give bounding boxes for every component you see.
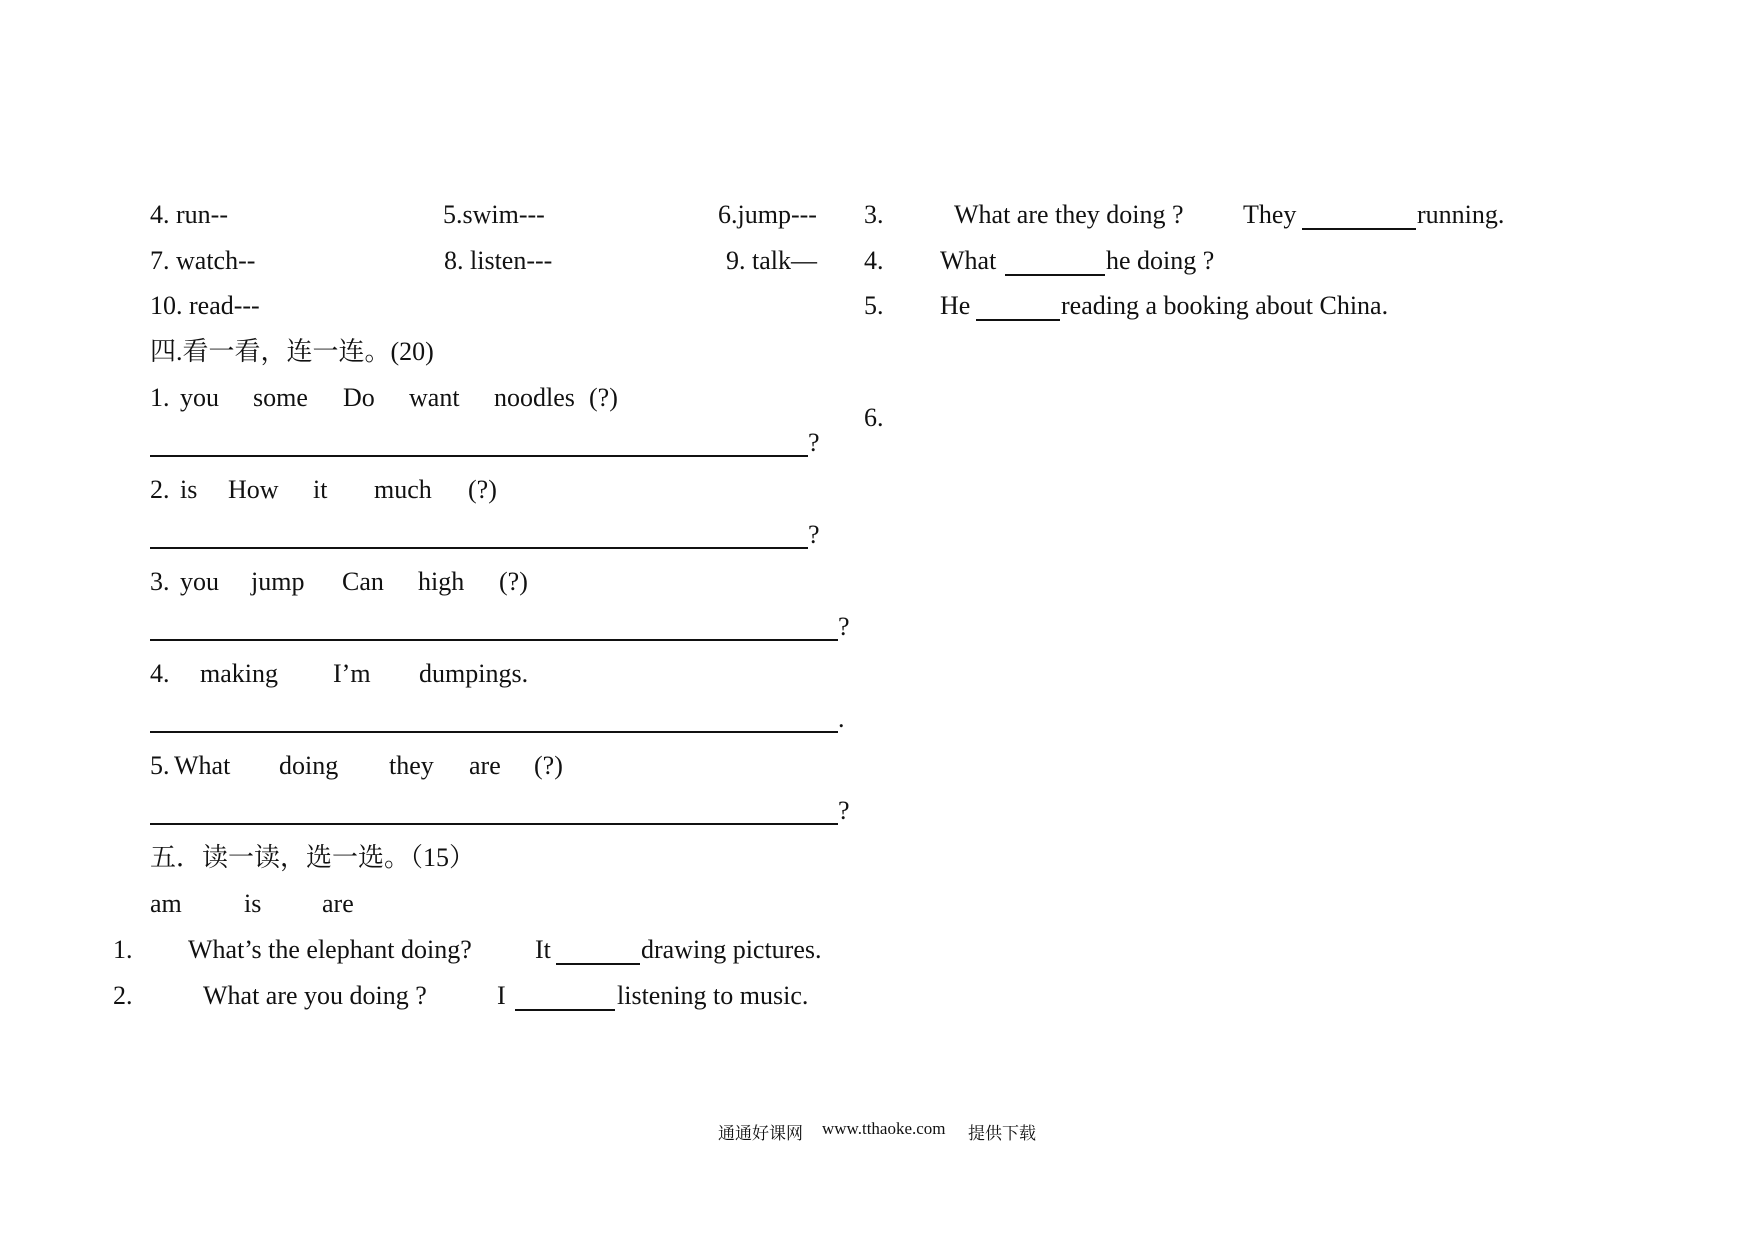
section4-title: 四.看一看，连一连。(20) [150, 337, 434, 366]
question-text: What are you doing ? [203, 981, 427, 1010]
item-word: you [180, 567, 219, 596]
item-word: is [180, 475, 198, 504]
word-run: 4. run-- [150, 200, 228, 229]
item-word: much [374, 475, 432, 504]
item-hint: (?) [534, 751, 563, 780]
word-listen: 8. listen--- [444, 246, 553, 275]
question-number: 1. [113, 935, 133, 964]
answer-suffix: running. [1417, 200, 1505, 229]
word-swim: 5.swim--- [443, 200, 545, 229]
answer-prefix: They [1243, 200, 1297, 229]
answer-blank[interactable] [1005, 274, 1105, 276]
option-are: are [322, 889, 354, 918]
item-word: some [253, 383, 308, 412]
answer-prefix: It [535, 935, 551, 964]
answer-blank[interactable] [976, 319, 1060, 321]
item-number: 2. [150, 475, 170, 504]
item-word: doing [279, 751, 339, 780]
answer-prefix: I [497, 981, 506, 1010]
answer-prefix: What [940, 246, 997, 275]
option-is: is [244, 889, 262, 918]
item-hint: (?) [499, 567, 528, 596]
item-number: 4. [150, 659, 170, 688]
item-word: Do [343, 383, 375, 412]
item-word: want [409, 383, 460, 412]
item-number: 3. [150, 567, 170, 596]
item-hint: (?) [468, 475, 497, 504]
section5-title: 五．读一读，选一选。（15） [150, 843, 476, 872]
answer-blank[interactable] [1302, 228, 1416, 230]
answer-end-mark: ? [838, 796, 850, 825]
answer-line[interactable] [150, 639, 838, 641]
item-word: What [174, 751, 231, 780]
answer-blank[interactable] [556, 963, 640, 965]
word-read: 10. read--- [150, 291, 260, 320]
answer-line[interactable] [150, 731, 838, 733]
item-word: jump [251, 567, 305, 596]
word-talk: 9. talk— [726, 246, 817, 275]
question-text: What’s the elephant doing? [188, 935, 472, 964]
answer-suffix: listening to music. [617, 981, 809, 1010]
answer-prefix: He [940, 291, 971, 320]
answer-line[interactable] [150, 823, 838, 825]
option-am: am [150, 889, 182, 918]
item-word: I’m [333, 659, 371, 688]
footer-download-text: 提供下载 [968, 1124, 1036, 1144]
answer-line[interactable] [150, 455, 808, 457]
item-hint: (?) [589, 383, 618, 412]
question-number: 4. [864, 246, 884, 275]
question-number: 3. [864, 200, 884, 229]
item-word: making [200, 659, 278, 688]
word-jump: 6.jump--- [718, 200, 817, 229]
answer-end-mark: ? [838, 612, 850, 641]
answer-end-mark: . [838, 704, 845, 733]
item-word: you [180, 383, 219, 412]
answer-suffix: drawing pictures. [641, 935, 822, 964]
item-word: noodles [494, 383, 575, 412]
item-word: are [469, 751, 501, 780]
answer-line[interactable] [150, 547, 808, 549]
word-watch: 7. watch-- [150, 246, 256, 275]
answer-suffix: reading a booking about China. [1061, 291, 1389, 320]
answer-end-mark: ? [808, 520, 820, 549]
question-text: What are they doing ? [954, 200, 1184, 229]
item-number: 1. [150, 383, 170, 412]
question-number-6: 6. [864, 403, 884, 432]
item-word: they [389, 751, 434, 780]
item-number: 5. [150, 751, 170, 780]
answer-suffix: he doing ? [1106, 246, 1215, 275]
item-word: high [418, 567, 465, 596]
item-word: it [313, 475, 328, 504]
question-number: 2. [113, 981, 133, 1010]
item-word: How [228, 475, 279, 504]
footer-url[interactable]: www.tthaoke.com [822, 1119, 946, 1138]
item-word: Can [342, 567, 384, 596]
answer-blank[interactable] [515, 1009, 615, 1011]
answer-end-mark: ? [808, 428, 820, 457]
item-word: dumpings. [419, 659, 529, 688]
question-number: 5. [864, 291, 884, 320]
footer-site-name: 通通好课网 [718, 1124, 803, 1144]
